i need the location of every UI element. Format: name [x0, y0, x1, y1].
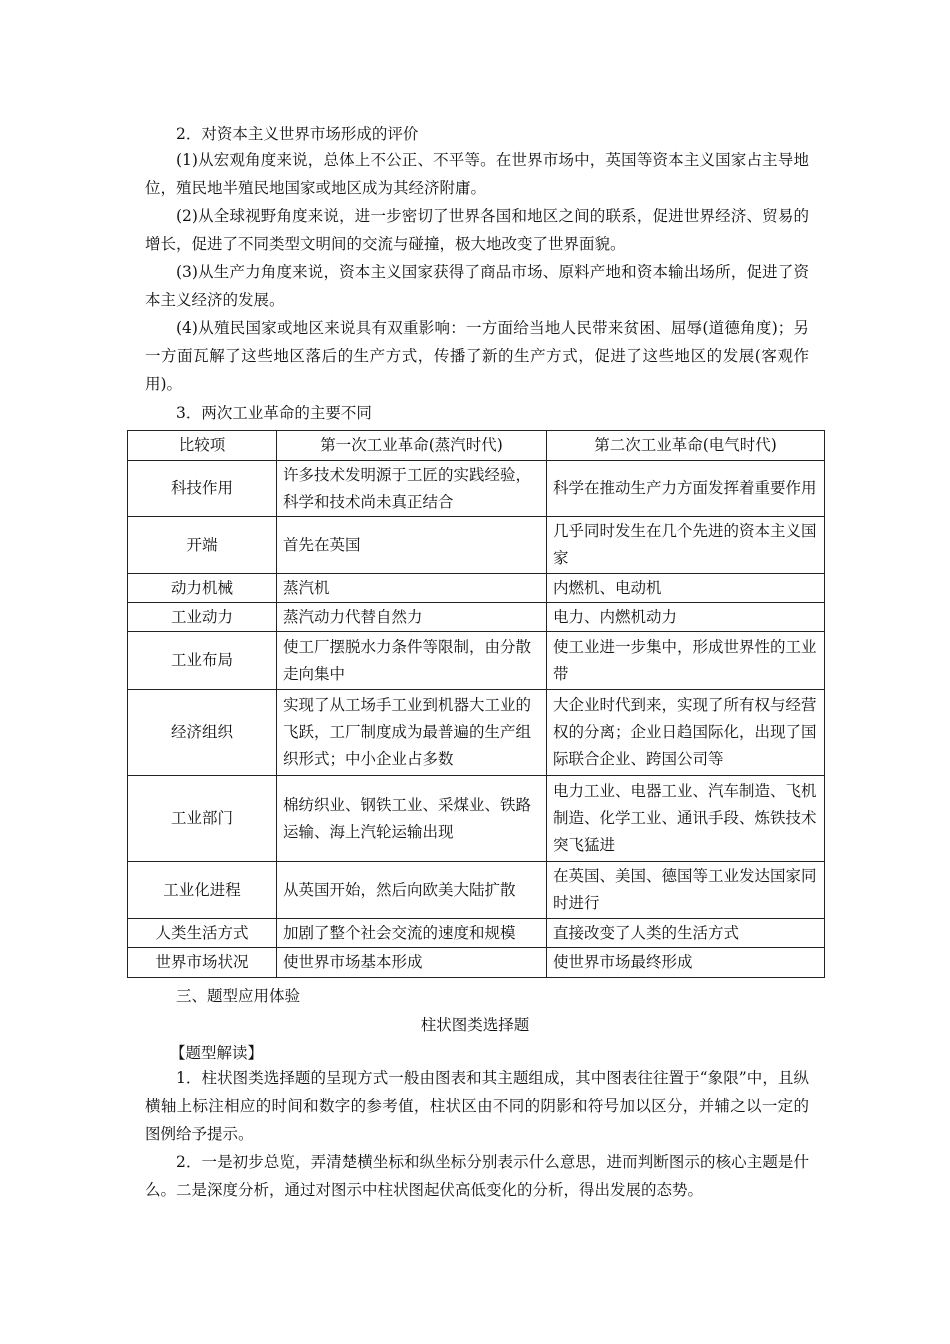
- table-row: [128, 776, 825, 862]
- first-revolution-cell: 实现了从工场手工业到机器大工业的飞跃，工厂制度成为最普遍的生产组织形式；中小企业占多数: [277, 690, 547, 776]
- interpretation-point-2: 2．一是初步总览，弄清楚横坐标和纵坐标分别表示什么意思，进而判断图示的核心主题是什么。二是深度分析，通过对图示中柱状图起伏高低变化的分析，得出发展的态势。: [145, 1153, 809, 1199]
- table-row: [128, 862, 825, 919]
- table-row: [128, 517, 825, 574]
- row-label: 科技作用: [128, 461, 277, 517]
- header-cell-item: 比较项: [128, 431, 277, 461]
- table-row: [128, 603, 825, 632]
- table-row: [128, 574, 825, 603]
- row-label: 人类生活方式: [128, 919, 277, 948]
- section-heading-evaluation: 2．对资本主义世界市场形成的评价: [176, 125, 419, 143]
- table-row: [128, 948, 825, 978]
- evaluation-point-3: (3)从生产力角度来说，资本主义国家获得了商品市场、原料产地和资本输出场所，促进了资本主义经济的发展。: [145, 263, 809, 309]
- first-revolution-cell: 加剧了整个社会交流的速度和规模: [277, 919, 547, 948]
- header-cell-first-revolution: 第一次工业革命(蒸汽时代): [277, 431, 547, 461]
- row-label: 工业布局: [128, 632, 277, 690]
- first-revolution-cell: 从英国开始，然后向欧美大陆扩散: [277, 862, 547, 919]
- second-revolution-cell: 几乎同时发生在几个先进的资本主义国家: [547, 517, 825, 574]
- row-label: 工业化进程: [128, 862, 277, 919]
- row-label: 工业动力: [128, 603, 277, 632]
- table-row: [128, 919, 825, 948]
- comparison-table: [127, 430, 825, 978]
- part-heading-question-types: 三、题型应用体验: [176, 987, 301, 1005]
- first-revolution-cell: 蒸汽动力代替自然力: [277, 603, 547, 632]
- second-revolution-cell: 内燃机、电动机: [547, 574, 825, 603]
- table-header-row: [128, 431, 825, 461]
- second-revolution-cell: 科学在推动生产力方面发挥着重要作用: [547, 461, 825, 517]
- table-row: [128, 690, 825, 776]
- first-revolution-cell: 使工厂摆脱水力条件等限制，由分散走向集中: [277, 632, 547, 690]
- evaluation-point-4: (4)从殖民国家或地区来说具有双重影响：一方面给当地人民带来贫困、屈辱(道德角度)；另一方面瓦解了这些地区落后的生产方式，传播了新的生产方式，促进了这些地区的发展(客观作用)。: [145, 319, 809, 393]
- row-label: 经济组织: [128, 690, 277, 776]
- first-revolution-cell: 首先在英国: [277, 517, 547, 574]
- subheading-interpretation: 【题型解读】: [170, 1044, 264, 1062]
- row-label: 动力机械: [128, 574, 277, 603]
- evaluation-point-2: (2)从全球视野角度来说，进一步密切了世界各国和地区之间的联系，促进世界经济、贸易的增长，促进了不同类型文明间的交流与碰撞，极大地改变了世界面貌。: [145, 207, 809, 253]
- header-cell-second-revolution: 第二次工业革命(电气时代): [547, 431, 825, 461]
- second-revolution-cell: 电力工业、电器工业、汽车制造、飞机制造、化学工业、通讯手段、炼铁技术突飞猛进: [547, 776, 825, 862]
- second-revolution-cell: 直接改变了人类的生活方式: [547, 919, 825, 948]
- row-label: 工业部门: [128, 776, 277, 862]
- first-revolution-cell: 蒸汽机: [277, 574, 547, 603]
- first-revolution-cell: 使世界市场基本形成: [277, 948, 547, 978]
- table-row: [128, 632, 825, 690]
- first-revolution-cell: 棉纺织业、钢铁工业、采煤业、铁路运输、海上汽轮运输出现: [277, 776, 547, 862]
- interpretation-point-1: 1．柱状图类选择题的呈现方式一般由图表和其主题组成，其中图表往往置于“象限”中，且纵横轴上标注相应的时间和数字的参考值，柱状区由不同的阴影和符号加以区分，并辅之以一定的图例给予提示。: [145, 1069, 809, 1143]
- first-revolution-cell: 许多技术发明源于工匠的实践经验，科学和技术尚未真正结合: [277, 461, 547, 517]
- table-row: [128, 461, 825, 517]
- second-revolution-cell: 在英国、美国、德国等工业发达国家同时进行: [547, 862, 825, 919]
- row-label: 开端: [128, 517, 277, 574]
- second-revolution-cell: 使工业进一步集中，形成世界性的工业带: [547, 632, 825, 690]
- section-heading-industrial-revolutions: 3．两次工业革命的主要不同: [176, 404, 372, 422]
- row-label: 世界市场状况: [128, 948, 277, 978]
- topic-title: 柱状图类选择题: [420, 1016, 530, 1034]
- evaluation-point-1: (1)从宏观角度来说，总体上不公正、不平等。在世界市场中，英国等资本主义国家占主导地位，殖民地半殖民地国家或地区成为其经济附庸。: [145, 151, 809, 197]
- second-revolution-cell: 大企业时代到来，实现了所有权与经营权的分离；企业日趋国际化，出现了国际联合企业、跨国公司等: [547, 690, 825, 776]
- second-revolution-cell: 电力、内燃机动力: [547, 603, 825, 632]
- second-revolution-cell: 使世界市场最终形成: [547, 948, 825, 978]
